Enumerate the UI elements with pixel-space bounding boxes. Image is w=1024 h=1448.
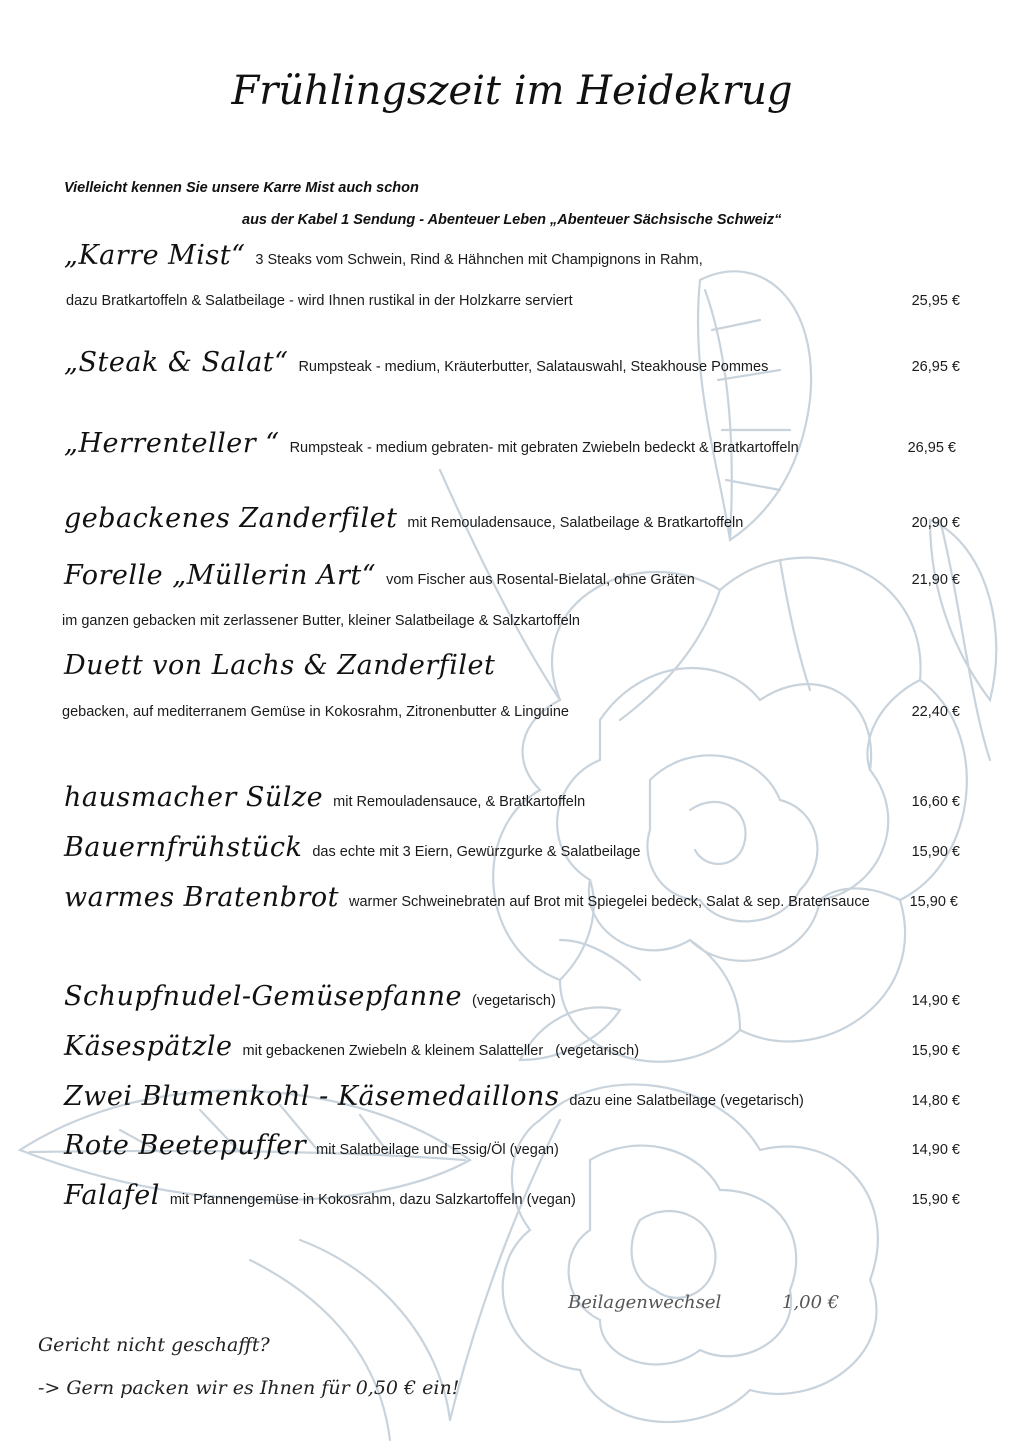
dish-price: 15,90 € (909, 894, 958, 910)
dish-price: 22,40 € (911, 704, 960, 720)
menu-item-steak-salat (64, 347, 768, 378)
dish-name: „Karre Mist“ (64, 240, 246, 271)
side-swap-price: 1,00 € (782, 1292, 840, 1313)
dish-description-continued: im ganzen gebacken mit zerlassener Butter, kleiner Salatbeilage & Salzkartoffeln (62, 613, 580, 629)
menu-item-suelze (64, 782, 585, 813)
dish-price: 15,90 € (911, 844, 960, 860)
dish-price: 26,95 € (911, 359, 960, 375)
menu-item-bauernfruehstueck (64, 832, 640, 863)
dish-description-continued: gebacken, auf mediterranem Gemüse in Kokosrahm, Zitronenbutter & Linguine (62, 704, 569, 720)
dish-description: mit Salatbeilage und Essig/Öl (vegan) (316, 1142, 559, 1158)
menu-item-schupfnudel (64, 981, 556, 1012)
side-swap-label: Beilagenwechsel (568, 1292, 722, 1313)
footer-question: Gericht nicht geschafft? (38, 1334, 270, 1356)
menu-item-zanderfilet (64, 503, 743, 534)
dish-description: Rumpsteak - medium, Kräuterbutter, Salatauswahl, Steakhouse Pommes (298, 359, 769, 375)
dish-name: gebackenes Zanderfilet (64, 503, 398, 534)
dish-description: vom Fischer aus Rosental-Bielatal, ohne Gräten (386, 572, 695, 588)
dish-name: Duett von Lachs & Zanderfilet (64, 650, 496, 681)
menu-item-duett (64, 650, 495, 681)
menu-item-kaesespaetzle (64, 1031, 639, 1062)
menu-item-rote-beetepuffer (64, 1130, 559, 1161)
dish-description: mit Remouladensauce, Salatbeilage & Bratkartoffeln (407, 515, 744, 531)
menu-item-karre-mist (64, 240, 703, 271)
dish-price: 21,90 € (911, 572, 960, 588)
dish-description: das echte mit 3 Eiern, Gewürzgurke & Salatbeilage (312, 844, 641, 860)
dish-price: 15,90 € (911, 1043, 960, 1059)
dish-name: Schupfnudel-Gemüsepfanne (64, 981, 462, 1012)
dish-price: 26,95 € (907, 440, 956, 456)
dish-name: Rote Beetepuffer (64, 1130, 307, 1161)
menu-item-herrenteller (64, 428, 799, 459)
menu-item-falafel (64, 1180, 576, 1211)
menu-title: Frühlingszeit im Heidekrug (231, 68, 793, 114)
dish-price: 25,95 € (911, 293, 960, 309)
dish-description: Rumpsteak - medium gebraten- mit gebraten Zwiebeln bedeckt & Bratkartoffeln (289, 440, 799, 456)
dish-description-continued: dazu Bratkartoffeln & Salatbeilage - wird Ihnen rustikal in der Holzkarre serviert (66, 293, 573, 309)
dish-name: „Herrenteller “ (64, 428, 280, 459)
menu-item-blumenkohl (64, 1081, 804, 1112)
dish-description: 3 Steaks vom Schwein, Rind & Hähnchen mit Champignons in Rahm, (255, 252, 703, 268)
dish-price: 15,90 € (911, 1192, 960, 1208)
dish-price: 14,90 € (911, 1142, 960, 1158)
dish-name: Käsespätzle (64, 1031, 233, 1062)
dish-name: Falafel (64, 1180, 160, 1211)
footer-offer: -> Gern packen wir es Ihnen für 0,50 € ein! (38, 1377, 460, 1399)
dish-name: hausmacher Sülze (64, 782, 324, 813)
dish-name: warmes Bratenbrot (64, 882, 339, 913)
menu-item-bratenbrot (64, 882, 870, 913)
intro-line-2: aus der Kabel 1 Sendung - Abenteuer Leben „Abenteuer Sächsische Schweiz“ (242, 212, 782, 228)
dish-name: Bauernfrühstück (64, 832, 303, 863)
dish-description: dazu eine Salatbeilage (vegetarisch) (569, 1093, 804, 1109)
dish-name: Zwei Blumenkohl - Käsemedaillons (64, 1081, 560, 1112)
dish-price: 14,80 € (911, 1093, 960, 1109)
dish-description: (vegetarisch) (471, 993, 556, 1009)
dish-description: mit Pfannengemüse in Kokosrahm, dazu Salzkartoffeln (vegan) (169, 1192, 576, 1208)
dish-description: mit Remouladensauce, & Bratkartoffeln (333, 794, 586, 810)
intro-line-1: Vielleicht kennen Sie unsere Karre Mist auch schon (64, 180, 419, 196)
dish-price: 16,60 € (911, 794, 960, 810)
dish-description: mit gebackenen Zwiebeln & kleinem Salatteller (vegetarisch) (242, 1043, 640, 1059)
menu-item-forelle (64, 560, 695, 591)
dish-price: 14,90 € (911, 993, 960, 1009)
dish-price: 20,90 € (911, 515, 960, 531)
dish-description: warmer Schweinebraten auf Brot mit Spiegelei bedeck, Salat & sep. Bratensauce (349, 894, 870, 910)
dish-name: „Steak & Salat“ (64, 347, 289, 378)
dish-name: Forelle „Müllerin Art“ (64, 560, 377, 591)
